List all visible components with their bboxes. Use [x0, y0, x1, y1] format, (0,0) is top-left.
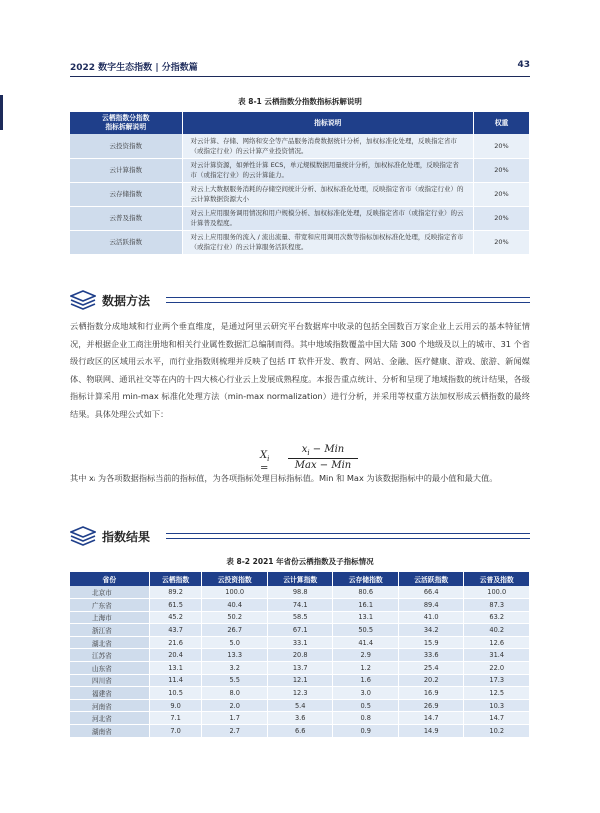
- value-cell: 13.7: [267, 662, 333, 675]
- province-cell: 河北省: [70, 712, 149, 725]
- table-cell: 对云计算资源，如弹性计算 ECS，单元规模数据用量统计分析，加权标准化处理，反映指定省市（或指定行业）的云计算能力。: [182, 158, 474, 182]
- table-cell: 对云计算、存储、网络和安全等产品服务消费数据统计分析，加权标准化处理，反映指定省市（或指定行业）的云计算产业投资情况。: [182, 134, 474, 158]
- value-cell: 74.1: [267, 599, 333, 612]
- value-cell: 14.7: [464, 712, 530, 725]
- value-cell: 3.2: [202, 662, 268, 675]
- table-row: [70, 611, 530, 624]
- table-cell: 云投资指数: [70, 134, 182, 158]
- method-paragraph: 云栖指数分成地域和行业两个垂直维度，是通过阿里云研究平台数据库中收录的包括全国数百万家企业上云用云的基本特征情况，并根据企业工商注册地和相关行业属性数据汇总编制而得。其中地域指数覆盖中国大陆 300 个地级及以上的城市、31 个省级行政区的区域用云水平，而行业指数则梳理并反映了包括 IT 软件开发、教育、网站、金融、医疗健康、游戏、旅游、新闻媒体、物联网、通讯社交等在内的十四大核心行业云上发展成熟程度。本报告重点统计、分析和呈现了地域指数的统计结果，各级指标计算采用 min-max 标准化处理方法（min-max normalization）进行分析，并采用等权重方法加权形成云栖指数的最终结果。具体处理公式如下：: [70, 321, 530, 419]
- table2-header-cell: 云存储指数: [333, 572, 399, 586]
- value-cell: 26.7: [202, 624, 268, 637]
- table-row: [70, 624, 530, 637]
- section-heading-results: [70, 526, 530, 546]
- table-row: [70, 599, 530, 612]
- table-cell: 20%: [474, 206, 530, 230]
- value-cell: 12.6: [464, 636, 530, 649]
- value-cell: 33.1: [267, 636, 333, 649]
- indicator-table: [70, 112, 530, 255]
- province-cell: 湖南省: [70, 725, 149, 738]
- table2-caption: 表 8-2 2021 年省份云栖指数及子指标情况: [226, 557, 374, 566]
- value-cell: 12.5: [464, 687, 530, 700]
- table-cell: 云计算指数: [70, 158, 182, 182]
- table-row: [70, 712, 530, 725]
- value-cell: 0.9: [333, 725, 399, 738]
- table-row: [70, 182, 530, 206]
- value-cell: 1.7: [202, 712, 268, 725]
- table-row: [70, 674, 530, 687]
- value-cell: 33.6: [398, 649, 464, 662]
- section-title: 数据方法: [102, 294, 151, 308]
- table2-header-cell: 云活跃指数: [398, 572, 464, 586]
- value-cell: 21.6: [149, 636, 202, 649]
- section-heading-method: [70, 290, 530, 310]
- value-cell: 45.2: [149, 611, 202, 624]
- province-cell: 四川省: [70, 674, 149, 687]
- value-cell: 16.9: [398, 687, 464, 700]
- value-cell: 3.6: [267, 712, 333, 725]
- value-cell: 26.9: [398, 699, 464, 712]
- section-title: 指数结果: [102, 530, 151, 544]
- running-title: 2022 数字生态指数 | 分指数篇: [70, 63, 198, 73]
- value-cell: 8.0: [202, 687, 268, 700]
- value-cell: 40.4: [202, 599, 268, 612]
- value-cell: 13.1: [149, 662, 202, 675]
- formula-lhs: $X_i$ =: [260, 450, 270, 474]
- layers-icon: [70, 290, 96, 310]
- table-row: [70, 586, 530, 599]
- value-cell: 20.8: [267, 649, 333, 662]
- table1-header-cell: 指标说明: [182, 112, 474, 134]
- value-cell: 80.6: [333, 586, 399, 599]
- value-cell: 11.4: [149, 674, 202, 687]
- value-cell: 31.4: [464, 649, 530, 662]
- value-cell: 34.2: [398, 624, 464, 637]
- value-cell: 14.7: [398, 712, 464, 725]
- table-cell: 云活跃指数: [70, 230, 182, 254]
- table-row: [70, 649, 530, 662]
- value-cell: 0.5: [333, 699, 399, 712]
- table-cell: 云普及指数: [70, 206, 182, 230]
- table2-header-cell: 云计算指数: [267, 572, 333, 586]
- value-cell: 89.2: [149, 586, 202, 599]
- province-cell: 河南省: [70, 699, 149, 712]
- table1-header-cell: 权重: [474, 112, 530, 134]
- value-cell: 2.0: [202, 699, 268, 712]
- province-cell: 湖北省: [70, 636, 149, 649]
- value-cell: 43.7: [149, 624, 202, 637]
- value-cell: 98.8: [267, 586, 333, 599]
- header-rule: [70, 76, 530, 77]
- value-cell: 2.7: [202, 725, 268, 738]
- value-cell: 5.0: [202, 636, 268, 649]
- table-row: [70, 134, 530, 158]
- table2-header-cell: 云投资指数: [202, 572, 268, 586]
- value-cell: 1.6: [333, 674, 399, 687]
- value-cell: 13.3: [202, 649, 268, 662]
- value-cell: 17.3: [464, 674, 530, 687]
- value-cell: 10.3: [464, 699, 530, 712]
- value-cell: 61.5: [149, 599, 202, 612]
- value-cell: 50.2: [202, 611, 268, 624]
- province-cell: 北京市: [70, 586, 149, 599]
- province-cell: 福建省: [70, 687, 149, 700]
- value-cell: 41.0: [398, 611, 464, 624]
- table1-caption: 表 8-1 云栖指数分指数指标拆解说明: [238, 97, 362, 106]
- section-rule: [166, 533, 530, 539]
- value-cell: 6.6: [267, 725, 333, 738]
- value-cell: 7.1: [149, 712, 202, 725]
- value-cell: 25.4: [398, 662, 464, 675]
- table-cell: 对云上应用服务调用情况和用户规模分析、加权标准化处理，反映指定省市（或指定行业）的云计算普及程度。: [182, 206, 474, 230]
- value-cell: 58.5: [267, 611, 333, 624]
- province-index-table: [70, 572, 530, 738]
- value-cell: 3.0: [333, 687, 399, 700]
- value-cell: 100.0: [464, 586, 530, 599]
- table-cell: 云存储指数: [70, 182, 182, 206]
- province-cell: 上海市: [70, 611, 149, 624]
- table-row: [70, 230, 530, 254]
- table-row: [70, 687, 530, 700]
- value-cell: 5.5: [202, 674, 268, 687]
- table2-header-cell: 云普及指数: [464, 572, 530, 586]
- formula-denominator: Max − Min: [294, 460, 352, 471]
- value-cell: 100.0: [202, 586, 268, 599]
- value-cell: 10.2: [464, 725, 530, 738]
- province-cell: 江苏省: [70, 649, 149, 662]
- province-cell: 广东省: [70, 599, 149, 612]
- value-cell: 12.3: [267, 687, 333, 700]
- table-cell: 20%: [474, 230, 530, 254]
- province-cell: 山东省: [70, 662, 149, 675]
- table-cell: 20%: [474, 158, 530, 182]
- value-cell: 20.2: [398, 674, 464, 687]
- table-row: [70, 725, 530, 738]
- table1-header-cell: 云栖指数分指数 指标拆解说明: [70, 112, 182, 134]
- table-row: [70, 636, 530, 649]
- formula-fraction: [288, 444, 358, 471]
- table-row: [70, 699, 530, 712]
- value-cell: 7.0: [149, 725, 202, 738]
- value-cell: 0.8: [333, 712, 399, 725]
- table-cell: 20%: [474, 182, 530, 206]
- value-cell: 13.1: [333, 611, 399, 624]
- page-header: [70, 60, 530, 76]
- section-rule: [166, 297, 530, 303]
- page-number: 43: [517, 60, 530, 70]
- value-cell: 66.4: [398, 586, 464, 599]
- table-cell: 20%: [474, 134, 530, 158]
- table-cell: 对云上大数据服务消耗的存储空间统计分析、加权标准化处理，反映指定省市（或指定行业）的云计算数据资源大小: [182, 182, 474, 206]
- value-cell: 16.1: [333, 599, 399, 612]
- value-cell: 22.0: [464, 662, 530, 675]
- layers-icon: [70, 526, 96, 546]
- value-cell: 9.0: [149, 699, 202, 712]
- table-cell: 对云上应用服务的流入 / 流出流量、带宽和应用调用次数等指标加权标准化处理，反映指定省市（或指定行业）的云计算服务活跃程度。: [182, 230, 474, 254]
- table-row: [70, 662, 530, 675]
- formula-explanation: 其中 xᵢ 为各项数据指标当前的指标值，为各项指标处理目标指标值。Min 和 Max 为该数据指标中的最小值和最大值。: [70, 473, 498, 483]
- value-cell: 12.1: [267, 674, 333, 687]
- value-cell: 20.4: [149, 649, 202, 662]
- table-row: [70, 206, 530, 230]
- table2-header-cell: 云栖指数: [149, 572, 202, 586]
- table-row: [70, 158, 530, 182]
- value-cell: 1.2: [333, 662, 399, 675]
- province-cell: 浙江省: [70, 624, 149, 637]
- formula-numerator: $x_i$ − Min: [288, 444, 358, 459]
- table2-header-cell: 省份: [70, 572, 149, 586]
- value-cell: 14.9: [398, 725, 464, 738]
- value-cell: 67.1: [267, 624, 333, 637]
- value-cell: 40.2: [464, 624, 530, 637]
- value-cell: 5.4: [267, 699, 333, 712]
- value-cell: 63.2: [464, 611, 530, 624]
- value-cell: 2.9: [333, 649, 399, 662]
- value-cell: 89.4: [398, 599, 464, 612]
- value-cell: 15.9: [398, 636, 464, 649]
- value-cell: 50.5: [333, 624, 399, 637]
- value-cell: 87.3: [464, 599, 530, 612]
- value-cell: 10.5: [149, 687, 202, 700]
- value-cell: 41.4: [333, 636, 399, 649]
